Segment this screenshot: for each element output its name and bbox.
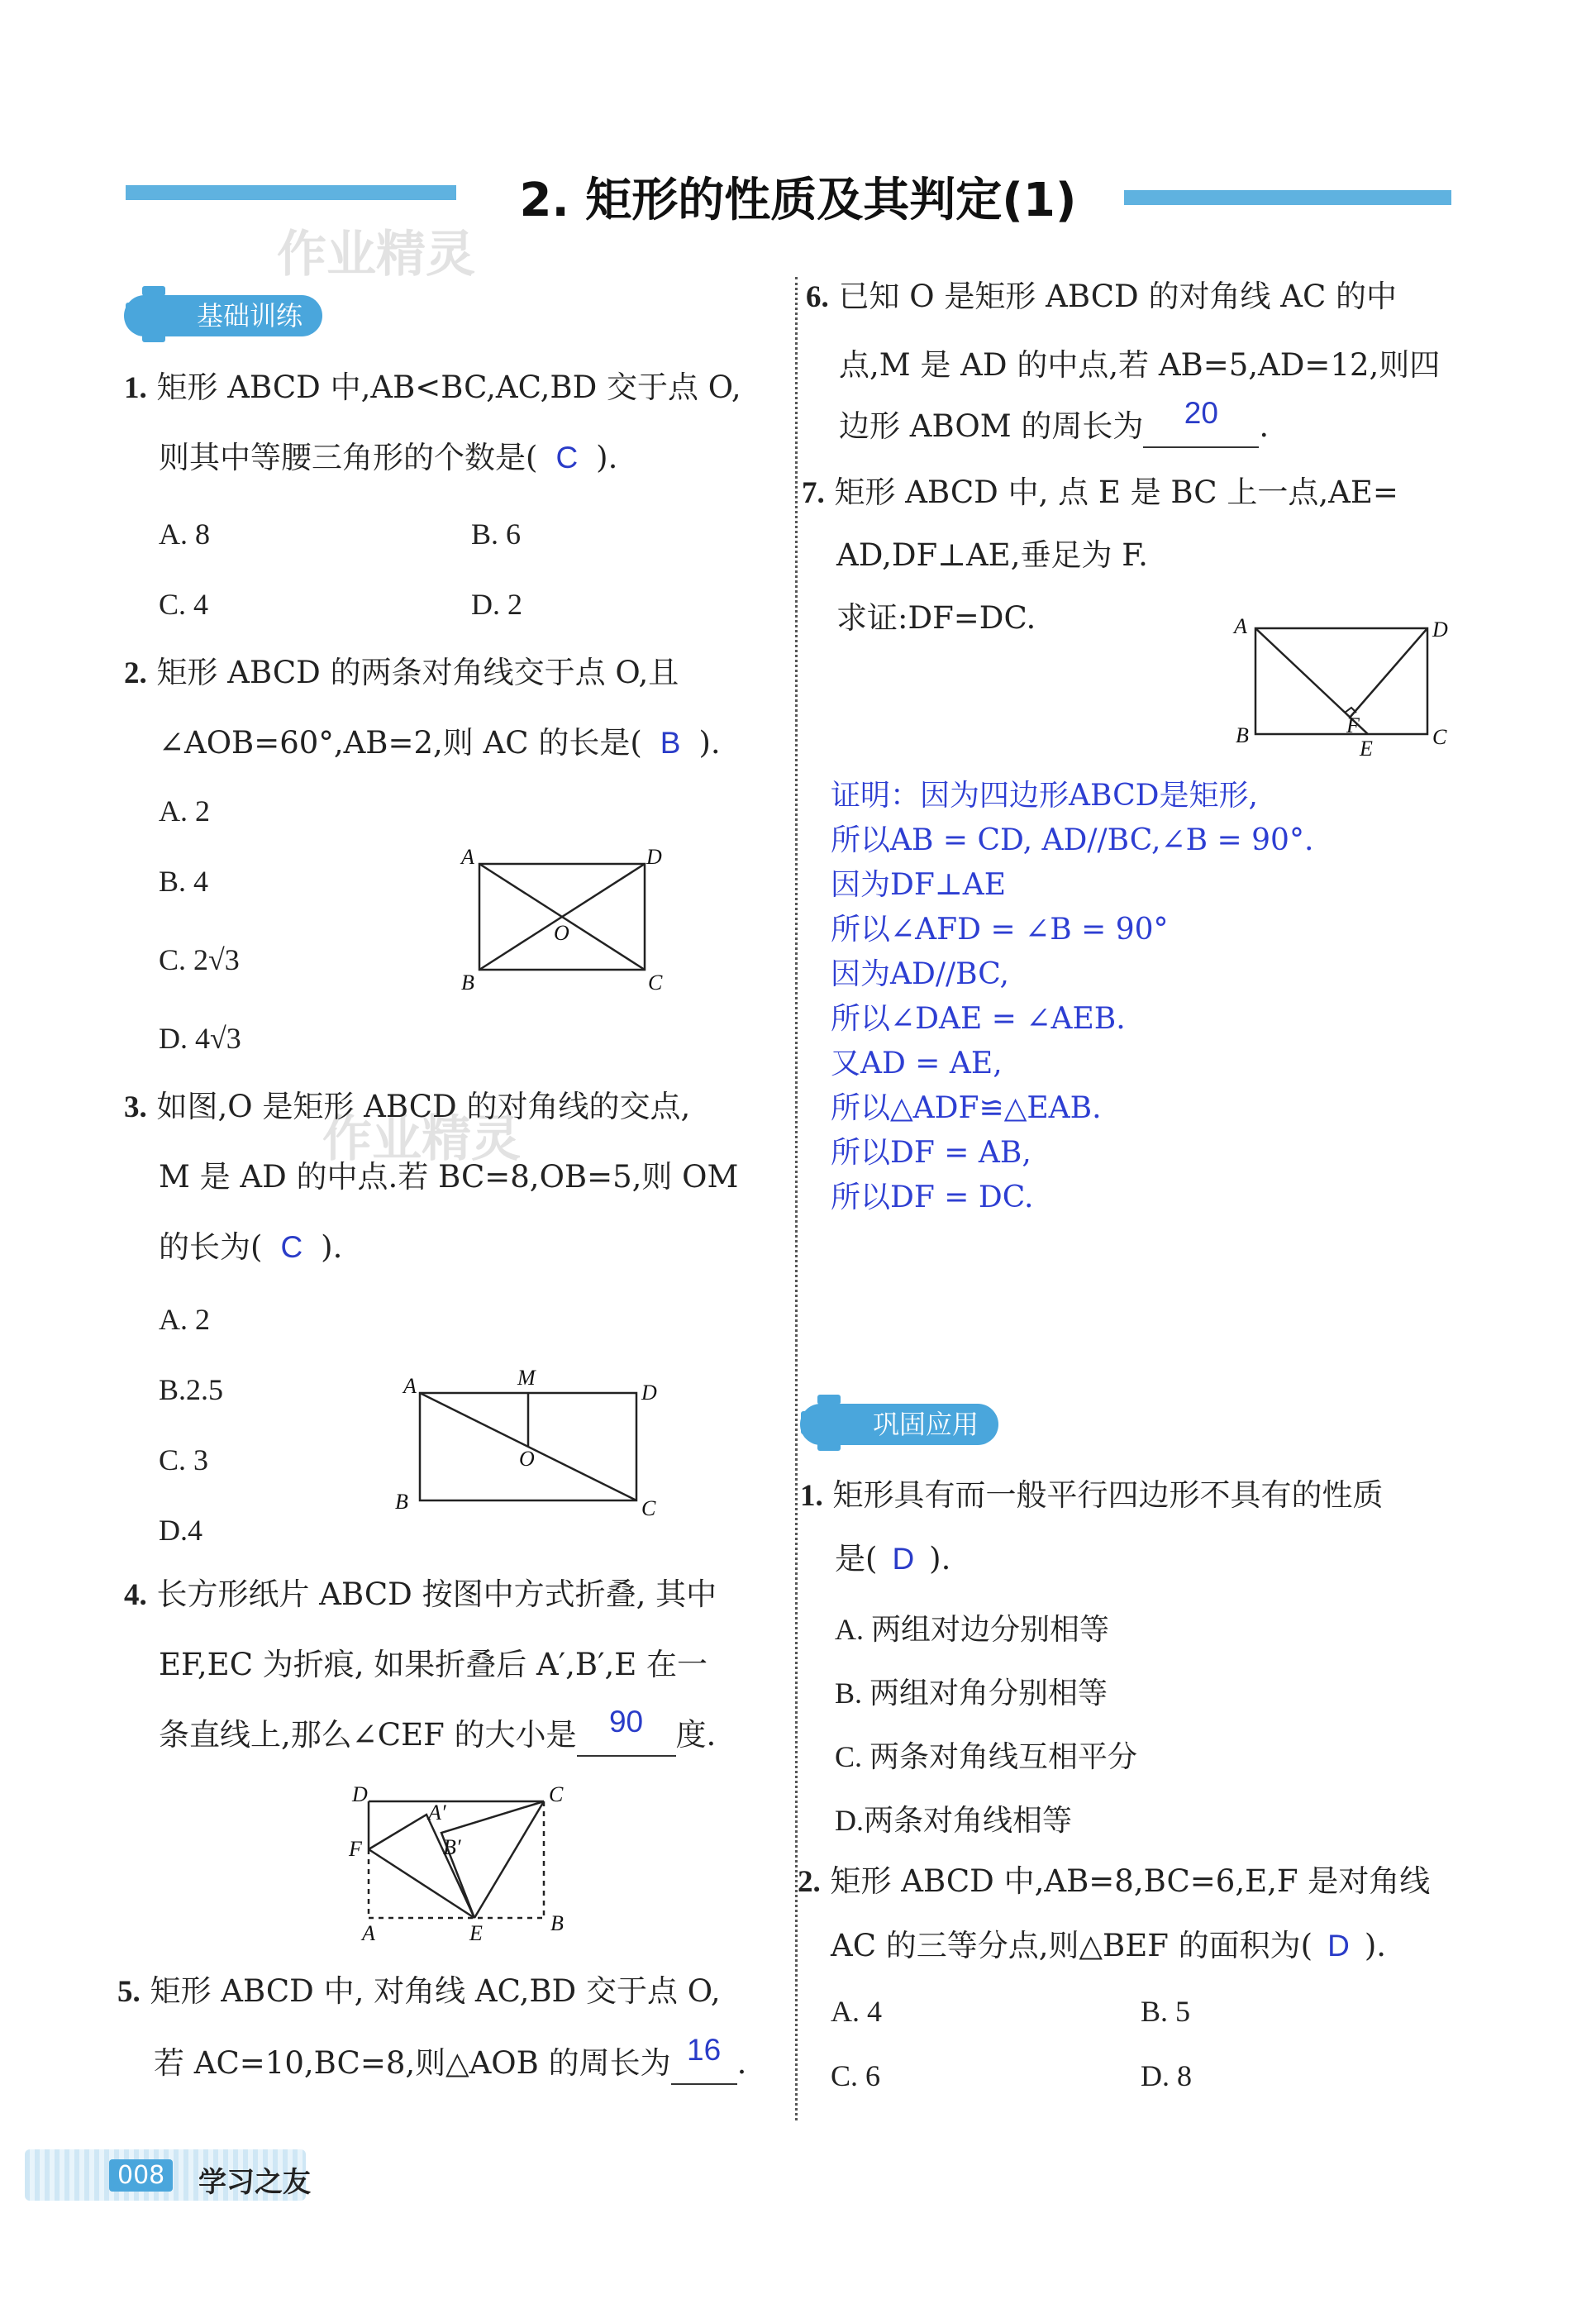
question-3-line3 (159, 1228, 342, 1267)
label-d: D (646, 847, 662, 869)
question-text: ). (596, 440, 618, 475)
watermark: 作业精灵 (322, 1110, 521, 1168)
answer: B (660, 726, 681, 760)
question-text: . (1259, 408, 1270, 444)
question-number: 2. (798, 1865, 821, 1899)
question-text: 矩形 ABCD 中, 点 E 是 BC 上一点,AE= (834, 475, 1398, 510)
question-text: 矩形 ABCD 中,AB<BC,AC,BD 交于点 O, (156, 370, 741, 405)
question-4-line3 (159, 1705, 717, 1757)
label-f: F (349, 1837, 362, 1861)
question-text: 求证:DF=DC. (836, 600, 1036, 636)
question-1 (124, 368, 741, 408)
proof-line: 所以DF = AB, (831, 1136, 1031, 1170)
question-6 (806, 277, 1397, 317)
question-7-line2 (836, 536, 1148, 575)
label-a: A (362, 1921, 375, 1945)
question-number: 2. (124, 656, 147, 690)
proof-line: 所以DF = DC. (831, 1181, 1034, 1214)
question-3-line2 (159, 1157, 738, 1197)
option-b: B. 4 (159, 865, 209, 898)
section-basic-training: 基础训练 (124, 295, 322, 336)
question-text: AD,DF⊥AE,垂足为 F. (836, 537, 1148, 573)
question-number: 1. (124, 371, 147, 405)
apply-question-1 (800, 1476, 1384, 1516)
question-6-line2 (839, 346, 1440, 385)
label-b: B (550, 1911, 564, 1935)
question-text: AC 的三等分点,则△BEF 的面积为( (831, 1928, 1313, 1963)
apply-question-1-line2 (835, 1539, 950, 1579)
answer: C (280, 1230, 303, 1264)
answer: D (892, 1542, 915, 1576)
option-d: D.两条对角线相等 (835, 1804, 1072, 1837)
question-7-line3 (836, 599, 1036, 638)
question-number: 4. (124, 1578, 147, 1612)
option-a: A. 8 (159, 518, 210, 551)
question-1-line2 (159, 438, 617, 478)
option-c: C. 两条对角线互相平分 (835, 1740, 1138, 1773)
figure-q4-folding (341, 1782, 588, 1947)
apply-question-2-line2 (831, 1926, 1386, 1966)
question-text: 如图,O 是矩形 ABCD 的对角线的交点, (156, 1089, 691, 1124)
question-text: 是( (835, 1541, 878, 1576)
question-text: ). (321, 1229, 343, 1265)
question-text: 的长为( (159, 1229, 263, 1265)
question-text: 已知 O 是矩形 ABCD 的对角线 AC 的中 (838, 279, 1398, 314)
option-b: B.2.5 (159, 1373, 224, 1406)
label-b-prime: B′ (443, 1835, 461, 1859)
answer: 20 (1184, 396, 1218, 430)
answer-blank (1143, 396, 1259, 448)
label-b: B (395, 1490, 408, 1514)
page-title: 2. 矩形的性质及其判定(1) (519, 174, 1077, 227)
answer: 16 (687, 2033, 722, 2067)
question-text: 则其中等腰三角形的个数是( (159, 440, 538, 475)
section-consolidation: 巩固应用 (800, 1404, 998, 1445)
option-d: D. 4√3 (159, 1022, 241, 1055)
proof-line: 因为DF⊥AE (831, 868, 1006, 902)
figure-q2-rectangle (455, 847, 686, 996)
label-d: D (641, 1381, 657, 1405)
option-c: C. 6 (831, 2059, 881, 2092)
question-text: . (736, 2045, 747, 2081)
answer: D (1327, 1929, 1350, 1963)
label-e: E (469, 1921, 483, 1945)
option-c: C. 4 (159, 588, 209, 621)
label-b: B (1236, 723, 1249, 747)
answer-blank (577, 1705, 676, 1757)
answer: C (555, 441, 579, 475)
proof-line: 因为AD//BC, (831, 957, 1009, 991)
label-a: A (403, 1374, 417, 1398)
question-number: 6. (806, 280, 829, 314)
folded-flap-a (369, 1815, 474, 1918)
label-a: A (461, 847, 474, 869)
watermark: 作业精灵 (277, 226, 475, 284)
footer-brand: 学习之友 (198, 2166, 311, 2199)
question-text: ). (929, 1541, 951, 1576)
question-text: 度. (675, 1717, 717, 1753)
question-text: 矩形 ABCD 的两条对角线交于点 O,且 (156, 655, 679, 690)
question-5 (117, 1972, 721, 2012)
question-text: 边形 ABOM 的周长为 (839, 408, 1144, 444)
answer-blank (671, 2033, 737, 2085)
label-a: A (1234, 614, 1247, 638)
segment-df (1350, 628, 1427, 718)
question-number: 5. (117, 1975, 141, 2009)
proof-line: 所以△ADF≌△EAB. (831, 1091, 1102, 1125)
question-2 (124, 653, 679, 694)
proof-line: 所以AB = CD, AD//BC,∠B = 90°. (831, 823, 1314, 857)
label-o: O (554, 921, 569, 945)
page-number: 008 (109, 2159, 173, 2192)
label-d: D (352, 1782, 368, 1806)
folded-flap-b (441, 1801, 544, 1918)
question-3 (124, 1087, 690, 1128)
question-5-line2 (154, 2033, 747, 2085)
question-text: 条直线上,那么∠CEF 的大小是 (159, 1717, 577, 1753)
figure-q7-rectangle (1227, 610, 1467, 759)
proof-line: 所以∠AFD = ∠B = 90° (831, 913, 1169, 947)
option-a: A. 2 (159, 794, 210, 828)
label-a-prime: A′ (428, 1801, 446, 1825)
label-f: F (1346, 713, 1360, 737)
option-d: D.4 (159, 1514, 202, 1547)
question-text: ∠AOB=60°,AB=2,则 AC 的长是( (159, 725, 642, 761)
rectangle (1255, 628, 1427, 734)
question-number: 7. (802, 476, 825, 510)
question-number: 3. (124, 1090, 147, 1124)
question-4 (124, 1575, 717, 1615)
question-text: 矩形具有而一般平行四边形不具有的性质 (832, 1477, 1384, 1513)
question-7 (802, 473, 1398, 513)
column-divider (795, 277, 798, 2120)
proof-line: 又AD = AE, (831, 1047, 1003, 1080)
label-e: E (1360, 737, 1373, 759)
answer: 90 (608, 1705, 644, 1739)
label-m: M (517, 1366, 536, 1390)
option-c: C. 2√3 (159, 943, 240, 976)
label-o: O (519, 1447, 535, 1471)
option-d: D. 2 (471, 588, 522, 621)
proof-line: 证明：因为四边形ABCD是矩形, (831, 779, 1258, 813)
apply-question-2 (798, 1862, 1430, 1902)
question-2-line2 (159, 723, 721, 763)
label-b: B (461, 971, 474, 995)
option-b: B. 5 (1141, 1995, 1191, 2028)
question-text: ). (1364, 1928, 1387, 1963)
option-b: B. 两组对角分别相等 (835, 1677, 1108, 1710)
question-text: 长方形纸片 ABCD 按图中方式折叠, 其中 (156, 1576, 717, 1612)
question-text: EF,EC 为折痕, 如果折叠后 A′,B′,E 在一 (159, 1647, 708, 1682)
question-text: 若 AC=10,BC=8,则△AOB 的周长为 (154, 2045, 671, 2081)
label-c: C (641, 1496, 656, 1520)
option-a: A. 4 (831, 1995, 882, 2028)
option-a: A. 2 (159, 1303, 210, 1336)
label-c: C (549, 1782, 564, 1806)
option-a: A. 两组对边分别相等 (835, 1613, 1109, 1646)
question-text: ). (698, 725, 721, 761)
label-d: D (1432, 618, 1448, 642)
proof-line: 所以∠DAE = ∠AEB. (831, 1002, 1126, 1036)
question-text: 矩形 ABCD 中, 对角线 AC,BD 交于点 O, (150, 1973, 721, 2009)
label-c: C (1432, 725, 1447, 749)
question-4-line2 (159, 1645, 707, 1685)
question-text: 点,M 是 AD 的中点,若 AB=5,AD=12,则四 (839, 347, 1441, 383)
label-c: C (648, 971, 663, 995)
question-text: M 是 AD 的中点.若 BC=8,OB=5,则 OM (159, 1159, 739, 1195)
option-b: B. 6 (471, 518, 522, 551)
question-text: 矩形 ABCD 中,AB=8,BC=6,E,F 是对角线 (830, 1863, 1431, 1899)
option-c: C. 3 (159, 1443, 209, 1476)
question-number: 1. (800, 1479, 823, 1513)
question-6-line3 (839, 396, 1270, 448)
option-d: D. 8 (1141, 2059, 1192, 2092)
figure-q3-rectangle (395, 1360, 676, 1525)
